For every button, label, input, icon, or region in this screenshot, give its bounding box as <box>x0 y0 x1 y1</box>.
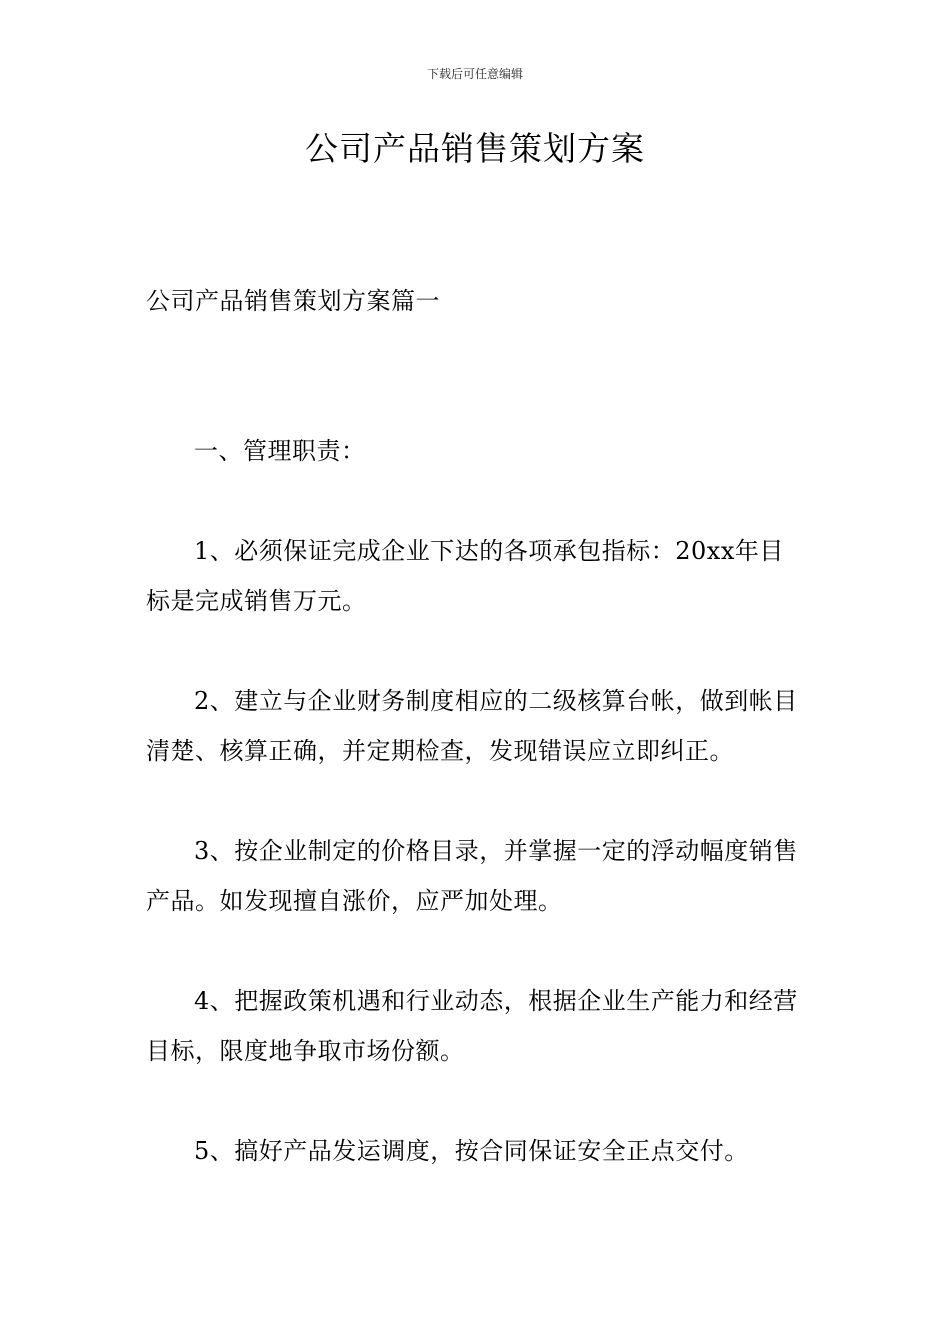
section-heading: 一、管理职责： <box>194 437 366 465</box>
header-note: 下载后可任意编辑 <box>426 67 523 81</box>
paragraph-item-4: 4、把握政策机遇和行业动态，根据企业生产能力和经营目标，限度地争取市场份额。 <box>146 987 798 1065</box>
section-subtitle: 公司产品销售策划方案篇一 <box>146 287 440 315</box>
paragraph-item-2: 2、建立与企业财务制度相应的二级核算台帐，做到帐目清楚、核算正确，并定期检查，发现错误应立即纠正。 <box>146 687 798 765</box>
document-title: 公司产品销售策划方案 <box>305 129 645 168</box>
paragraph-item-1: 1、必须保证完成企业下达的各项承包指标：20xx年目标是完成销售万元。 <box>146 537 784 615</box>
paragraph-item-3: 3、按企业制定的价格目录，并掌握一定的浮动幅度销售产品。如发现擅自涨价，应严加处理。 <box>146 837 798 915</box>
paragraph-item-5: 5、搞好产品发运调度，按合同保证安全正点交付。 <box>194 1137 749 1165</box>
